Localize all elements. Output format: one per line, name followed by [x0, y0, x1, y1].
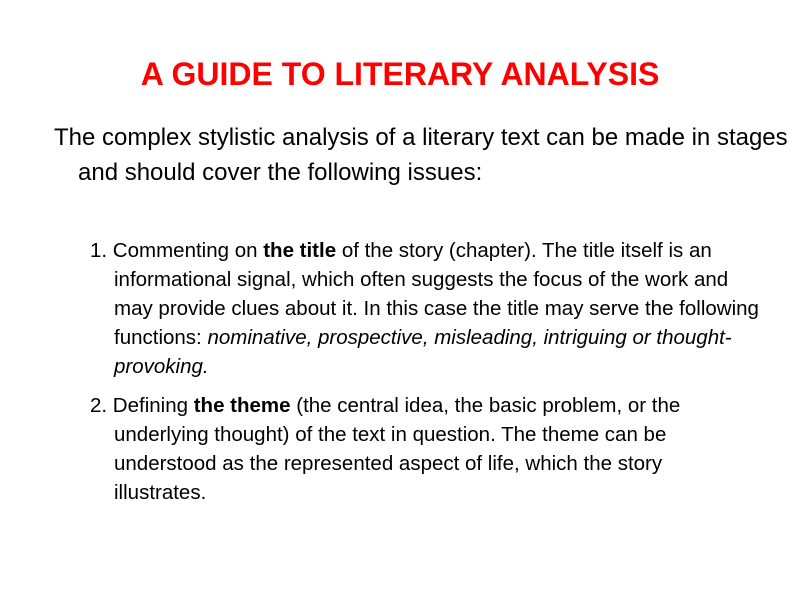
slide-title: A GUIDE TO LITERARY ANALYSIS: [140, 56, 660, 92]
item-text: of the story (chapter). The title itself is an informational signal, which often suggests the focus of the work and may provide clues about it. In this case the title may serve the following functions:: [114, 239, 759, 349]
item-bold-term: the title: [263, 239, 337, 262]
item-text: (the central idea, the basic problem, or the underlying thought) of the text in question. The theme can be understood as the represented aspect of life, which the story illustrates.: [114, 394, 681, 504]
item-number: 1.: [90, 239, 108, 262]
item-number: 2.: [90, 394, 108, 417]
intro-paragraph: The complex stylistic analysis of a literary text can be made in stages and should cover the following issues:: [54, 124, 788, 186]
list-item: [90, 236, 760, 381]
item-bold-term: the theme: [193, 394, 291, 417]
item-text: Defining: [107, 394, 194, 417]
item-italic-text: nominative, prospective, misleading, intriguing or thought-provoking.: [114, 326, 732, 378]
analysis-steps-list: [90, 236, 760, 517]
list-item: [90, 391, 760, 507]
item-text: Commenting on: [107, 239, 264, 262]
